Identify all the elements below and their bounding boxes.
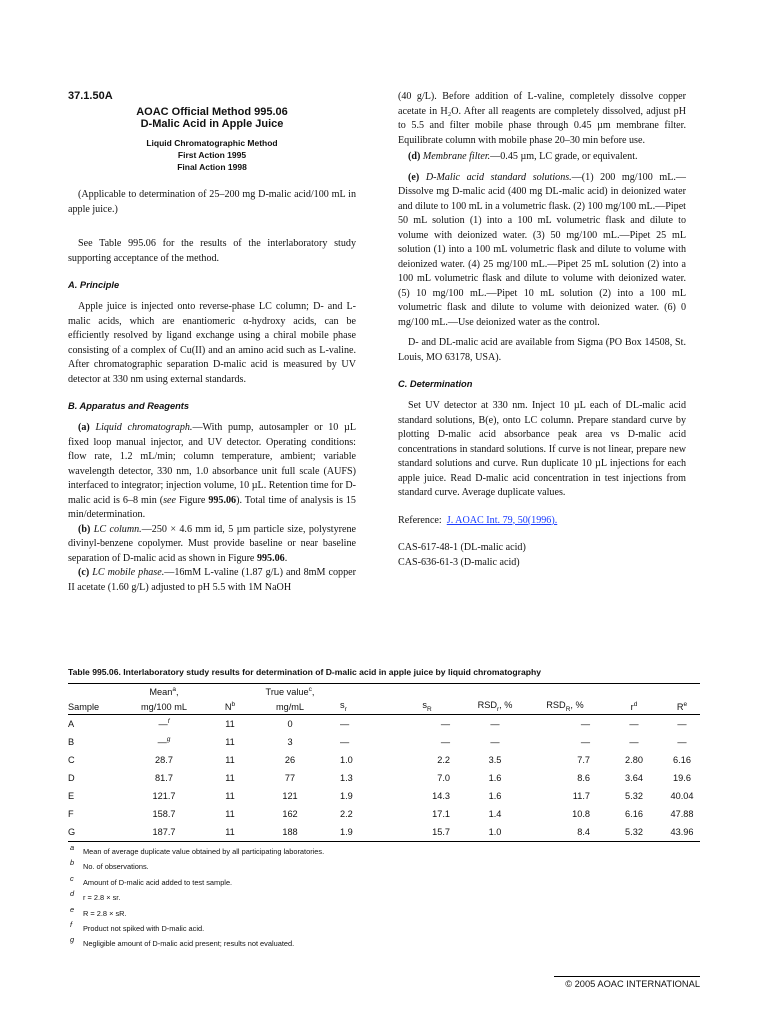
cell-sr: 1.9 — [340, 791, 353, 801]
footnote-mark: b — [70, 858, 75, 868]
results-table — [68, 684, 700, 841]
table-row — [68, 787, 700, 805]
header-n: $N^b$ — [224, 700, 236, 713]
determination-text: Set UV detector at 330 nm. Inject 10 µL each of DL-malic acid standard solutions, B(e), onto LC column. Prepare standard curve by plotting D-malic acid absorbance peak area vs D-malic acid concentrations in standard solutions. If curve is not linear, prepare new standard solutions and curve. Run duplicate 10 µL injections for each apple juice. Read D-malic acid concentration in test injections from standard curve. Average duplicate values. — [398, 400, 686, 498]
footer-rule — [554, 976, 700, 977]
cell-sR: — — [440, 719, 450, 729]
cell-sample: A — [68, 719, 75, 729]
cell-rsdR: 7.7 — [577, 755, 590, 765]
item-b-label: (b) — [78, 523, 91, 535]
item-a-fig: 995.06 — [208, 494, 237, 506]
footnote-text: R = 2.8 × sR. — [83, 908, 127, 918]
cell-rsdR: 10.8 — [572, 809, 590, 819]
cell-sample: G — [68, 827, 76, 837]
header-mean: Mean$^a$, — [149, 685, 179, 698]
item-e-title: D-Malic acid standard solutions. — [425, 171, 572, 183]
cas-dl-malic: CAS-617-48-1 (DL-malic acid) — [398, 542, 526, 553]
cell-sample: F — [68, 809, 74, 819]
footnote-text: No. of observations. — [83, 862, 149, 872]
header-true-value: True value$^c$, — [265, 685, 315, 698]
footnote-mark: f — [70, 920, 73, 930]
cell-rsdR: 11.7 — [572, 791, 590, 801]
table-row — [68, 805, 700, 823]
table-header-row-2 — [68, 699, 700, 715]
cell-sr: 2.2 — [340, 809, 353, 819]
cell-sR: 7.0 — [437, 773, 450, 783]
table-row — [68, 751, 700, 769]
reference-link[interactable]: J. AOAC Int. 79, 50(1996). — [446, 514, 558, 526]
copyright-notice: © 2005 AOAC INTERNATIONAL — [565, 979, 700, 989]
cell-true: 26 — [284, 755, 296, 765]
cell-sample: C — [68, 755, 75, 765]
table-row — [68, 733, 700, 751]
subject-rest: -Malic Acid in Apple Juice — [148, 118, 284, 130]
table-row — [68, 715, 700, 734]
cell-mean: 28.7 — [155, 755, 173, 765]
item-a-fig-word: Figure — [175, 494, 209, 506]
cell-rsdr: — — [490, 719, 500, 729]
header-r: $r^d$ — [630, 700, 638, 713]
cell-n: 11 — [225, 827, 235, 837]
cell-rsdR: 8.6 — [577, 773, 590, 783]
cell-rsdr: 1.6 — [488, 773, 502, 783]
cell-sr: 1.9 — [340, 827, 353, 837]
header-rsdR: $RSD_R$, % — [546, 700, 584, 713]
cell-n: 11 — [225, 719, 235, 729]
item-c-continued: (40 g/L). Before addition of L-valine, completely dissolve copper acetate in H₂O. After all reagents are completely dissolved, adjust pH to 5.5 and filter mobile phase through 0.45 µm membrane filter. Equilibrate column with mobile phase 20–30 min before use. — [398, 91, 686, 146]
cell-mean: —$^g$ — [157, 736, 171, 748]
cell-r: — — [629, 719, 639, 729]
item-a-text: —With pump, autosampler or 10 µL fixed loop manual injector, and UV detector. Operating conditions: flow rate, 1.2 mL/min; column temperature, ambient; variable wavelength detector, 330 nm, 1.0 absorbance unit full scale (AUFS) interfaced to integrator; injection volume, 10 µL. Retention time for D-malic acid is 6–8 min ( — [68, 422, 356, 506]
item-b-title: LC column. — [93, 523, 142, 535]
sigma-note: D- and DL-malic acid are available from Sigma (PO Box 14508, St. Louis, MO 63178, USA). — [398, 337, 686, 363]
cell-sample: E — [68, 791, 75, 801]
results-table-block — [68, 667, 700, 952]
cell-n: 11 — [225, 773, 235, 783]
item-a-see: see — [163, 494, 176, 506]
cell-rsdR: — — [580, 737, 590, 747]
cell-sR: 15.7 — [432, 827, 450, 837]
left-column — [68, 90, 356, 595]
item-a-paragraph — [68, 421, 356, 523]
cell-true: 121 — [282, 791, 298, 801]
apparatus-heading: B. Apparatus and Reagents — [68, 401, 190, 411]
cell-true: 0 — [287, 719, 293, 729]
cell-mean: 158.7 — [152, 809, 176, 819]
footnote — [68, 906, 700, 921]
cell-R: 40.04 — [670, 791, 694, 801]
cell-mean: —$^f$ — [158, 718, 170, 730]
principle-text: Apple juice is injected onto reverse-phase LC column; D- and L-malic acids, which are enantiomeric α-hydroxy acids, can be efficiently resolved by ligand exchange using a chiral mobile phase consisting of a complex of Cu(II) and an amino acid such as L-valine. After chromatographic separation D-malic acid is measured by UV detector at 330 nm using external standards. — [68, 301, 356, 385]
item-e-paragraph — [398, 171, 686, 331]
footnote — [68, 936, 700, 951]
cell-rsdR: — — [580, 719, 590, 729]
footnote-text: Negligible amount of D-malic acid present; results not evaluated. — [83, 939, 295, 949]
cell-r: 3.64 — [625, 773, 643, 783]
cell-true: 188 — [282, 827, 298, 837]
see-table-note: See Table 995.06 for the results of the interlaboratory study supporting acceptance of the method. — [68, 238, 356, 264]
subject-prefix: D — [140, 118, 149, 130]
header-sr: $s_r$ — [340, 700, 347, 713]
table-row — [68, 823, 700, 841]
cell-n: 11 — [225, 737, 235, 747]
cell-sr: 1.0 — [340, 755, 353, 765]
applicability-note: (Applicable to determination of 25–200 mg D-malic acid/100 mL in apple juice.) — [68, 189, 356, 215]
footnote-mark: a — [70, 843, 75, 852]
item-c-text: —16mM L-valine (1.87 g/L) and 8mM copper II acetate (1.60 g/L) adjusted to pH 5.5 with 1M NaOH — [68, 567, 356, 593]
reference-line — [398, 514, 686, 529]
principle-heading: A. Principle — [68, 280, 120, 290]
item-b-paragraph — [68, 523, 356, 567]
footnote-text: Product not spiked with D-malic acid. — [83, 924, 205, 934]
cell-rsdr: — — [490, 737, 500, 747]
cell-r: — — [629, 737, 639, 747]
cell-sr: 1.3 — [340, 773, 353, 783]
footnote — [68, 859, 700, 874]
footnote-text: Mean of average duplicate value obtained by all participating laboratories. — [83, 847, 325, 856]
item-b-fig: 995.06 — [256, 552, 285, 564]
footnote — [68, 921, 700, 936]
item-c-paragraph — [68, 566, 356, 595]
cell-mean: 187.7 — [152, 827, 176, 837]
item-d-text: —0.45 µm, LC grade, or equivalent. — [490, 151, 638, 162]
footnote — [68, 875, 700, 890]
method-title: AOAC Official Method 995.06 — [136, 106, 288, 118]
cell-r: 2.80 — [625, 755, 643, 765]
header-rsdr: $RSD_r$, % — [477, 700, 513, 713]
footnote — [68, 890, 700, 905]
header-R: $R^e$ — [676, 700, 688, 713]
cell-n: 11 — [225, 755, 235, 765]
header-true-unit: mg/mL — [275, 701, 305, 712]
table-body — [68, 715, 700, 842]
item-c-title: LC mobile phase. — [92, 567, 165, 578]
cell-sR: 17.1 — [432, 809, 450, 819]
cell-r: 5.32 — [625, 791, 643, 801]
cell-sr: — — [340, 719, 350, 729]
cell-n: 11 — [225, 791, 235, 801]
cell-r: 6.16 — [625, 809, 643, 819]
cell-sr: — — [340, 737, 350, 747]
cell-rsdr: 1.6 — [488, 791, 502, 801]
cell-R: 6.16 — [673, 755, 691, 765]
table-row — [68, 769, 700, 787]
cell-rsdR: 8.4 — [577, 827, 590, 837]
method-technique: Liquid Chromatographic Method — [146, 138, 278, 148]
right-column — [398, 90, 686, 570]
item-d-label: (d) — [408, 151, 421, 162]
cell-n: 11 — [225, 809, 235, 819]
reference-label: Reference: — [398, 514, 442, 526]
item-d-title: Membrane filter. — [422, 151, 491, 162]
item-a-label: (a) — [78, 422, 90, 433]
item-e-label: (e) — [408, 171, 420, 183]
cell-r: 5.32 — [625, 827, 643, 837]
header-mean-unit: mg/100 mL — [141, 701, 187, 712]
table-header-row-1 — [68, 684, 700, 699]
cell-true: 162 — [282, 809, 298, 819]
item-e-text: —(1) 200 mg/100 mL.—Dissolve mg D-malic acid (400 mg DL-malic acid) in deionized water and dilute to 100 mL in a volumetric flask. (2) 100 mg/100 mL.—Pipet 50 mL solution (1) into a 100 mL volumetric flask and dilute to volume with deionized water. (3) 50 mg/100 mL.—Pipet 25 mL solution (1) into a 100 mL volumetric flask and dilute to volume with deionized water. (4) 25 mg/100 mL.—Pipet 25 mL solution (2) into a 100 mL volumetric flask and dilute to volume with deionized water. (5) 10 mg/100 mL.—Pipet 10 mL solution (2) into a 100 mL volumetric flask and dilute to volume with deionized water. (6) 0 mg/100 mL.—Use deionized water as the control. — [398, 171, 686, 328]
cell-rsdr: 3.5 — [488, 755, 502, 765]
footnote-mark: d — [70, 889, 75, 899]
method-subject — [68, 118, 356, 130]
cell-rsdr: 1.4 — [488, 809, 502, 819]
item-d-paragraph — [398, 150, 686, 165]
item-a-tail: ). Total time of analysis is 15 min/determination. — [68, 494, 356, 520]
footnote-text: r = 2.8 × sr. — [83, 893, 121, 903]
cell-R: 43.96 — [670, 827, 694, 837]
footnote-text: Amount of D-malic acid added to test sample. — [83, 877, 233, 887]
footnote-mark: e — [70, 904, 75, 914]
footnote — [68, 844, 700, 859]
cell-sR: — — [440, 737, 450, 747]
table-caption: Table 995.06. Interlaboratory study results for determination of D-malic acid in apple juice by liquid chromatography — [68, 667, 542, 677]
cell-sample: B — [68, 737, 75, 747]
item-b-text: —250 × 4.6 mm id, 5 µm particle size, polystyrene divinyl-benzene copolymer. Must provide baseline or near baseline separation of D-malic acid as shown in Figure — [68, 523, 357, 564]
cell-mean: 81.7 — [155, 773, 173, 783]
cell-sample: D — [68, 773, 75, 783]
determination-heading: C. Determination — [398, 379, 473, 389]
header-sample: Sample — [68, 701, 100, 712]
cell-R: — — [677, 719, 687, 729]
section-number: 37.1.50A — [68, 90, 113, 102]
cell-mean: 121.7 — [152, 791, 176, 801]
final-action: Final Action 1998 — [177, 162, 247, 172]
cell-sR: 2.2 — [437, 755, 450, 765]
cell-R: 47.88 — [670, 809, 694, 819]
item-c-label: (c) — [78, 567, 90, 578]
cell-true: 3 — [287, 737, 293, 747]
table-footnotes — [68, 844, 700, 952]
first-action: First Action 1995 — [177, 150, 247, 160]
cell-rsdr: 1.0 — [488, 827, 502, 837]
cell-true: 77 — [284, 773, 296, 783]
table-bottom-rule — [68, 841, 700, 842]
item-b-tail: . — [284, 552, 288, 564]
header-sR: $s_R$ — [422, 700, 432, 713]
cell-R: 19.6 — [673, 773, 691, 783]
cas-d-malic: CAS-636-61-3 (D-malic acid) — [398, 556, 520, 568]
footnote-mark: g — [70, 935, 75, 945]
item-a-title: Liquid chromatograph. — [95, 422, 193, 433]
footnote-mark: c — [70, 873, 74, 883]
cell-sR: 14.3 — [432, 791, 450, 801]
cell-R: — — [677, 737, 687, 747]
